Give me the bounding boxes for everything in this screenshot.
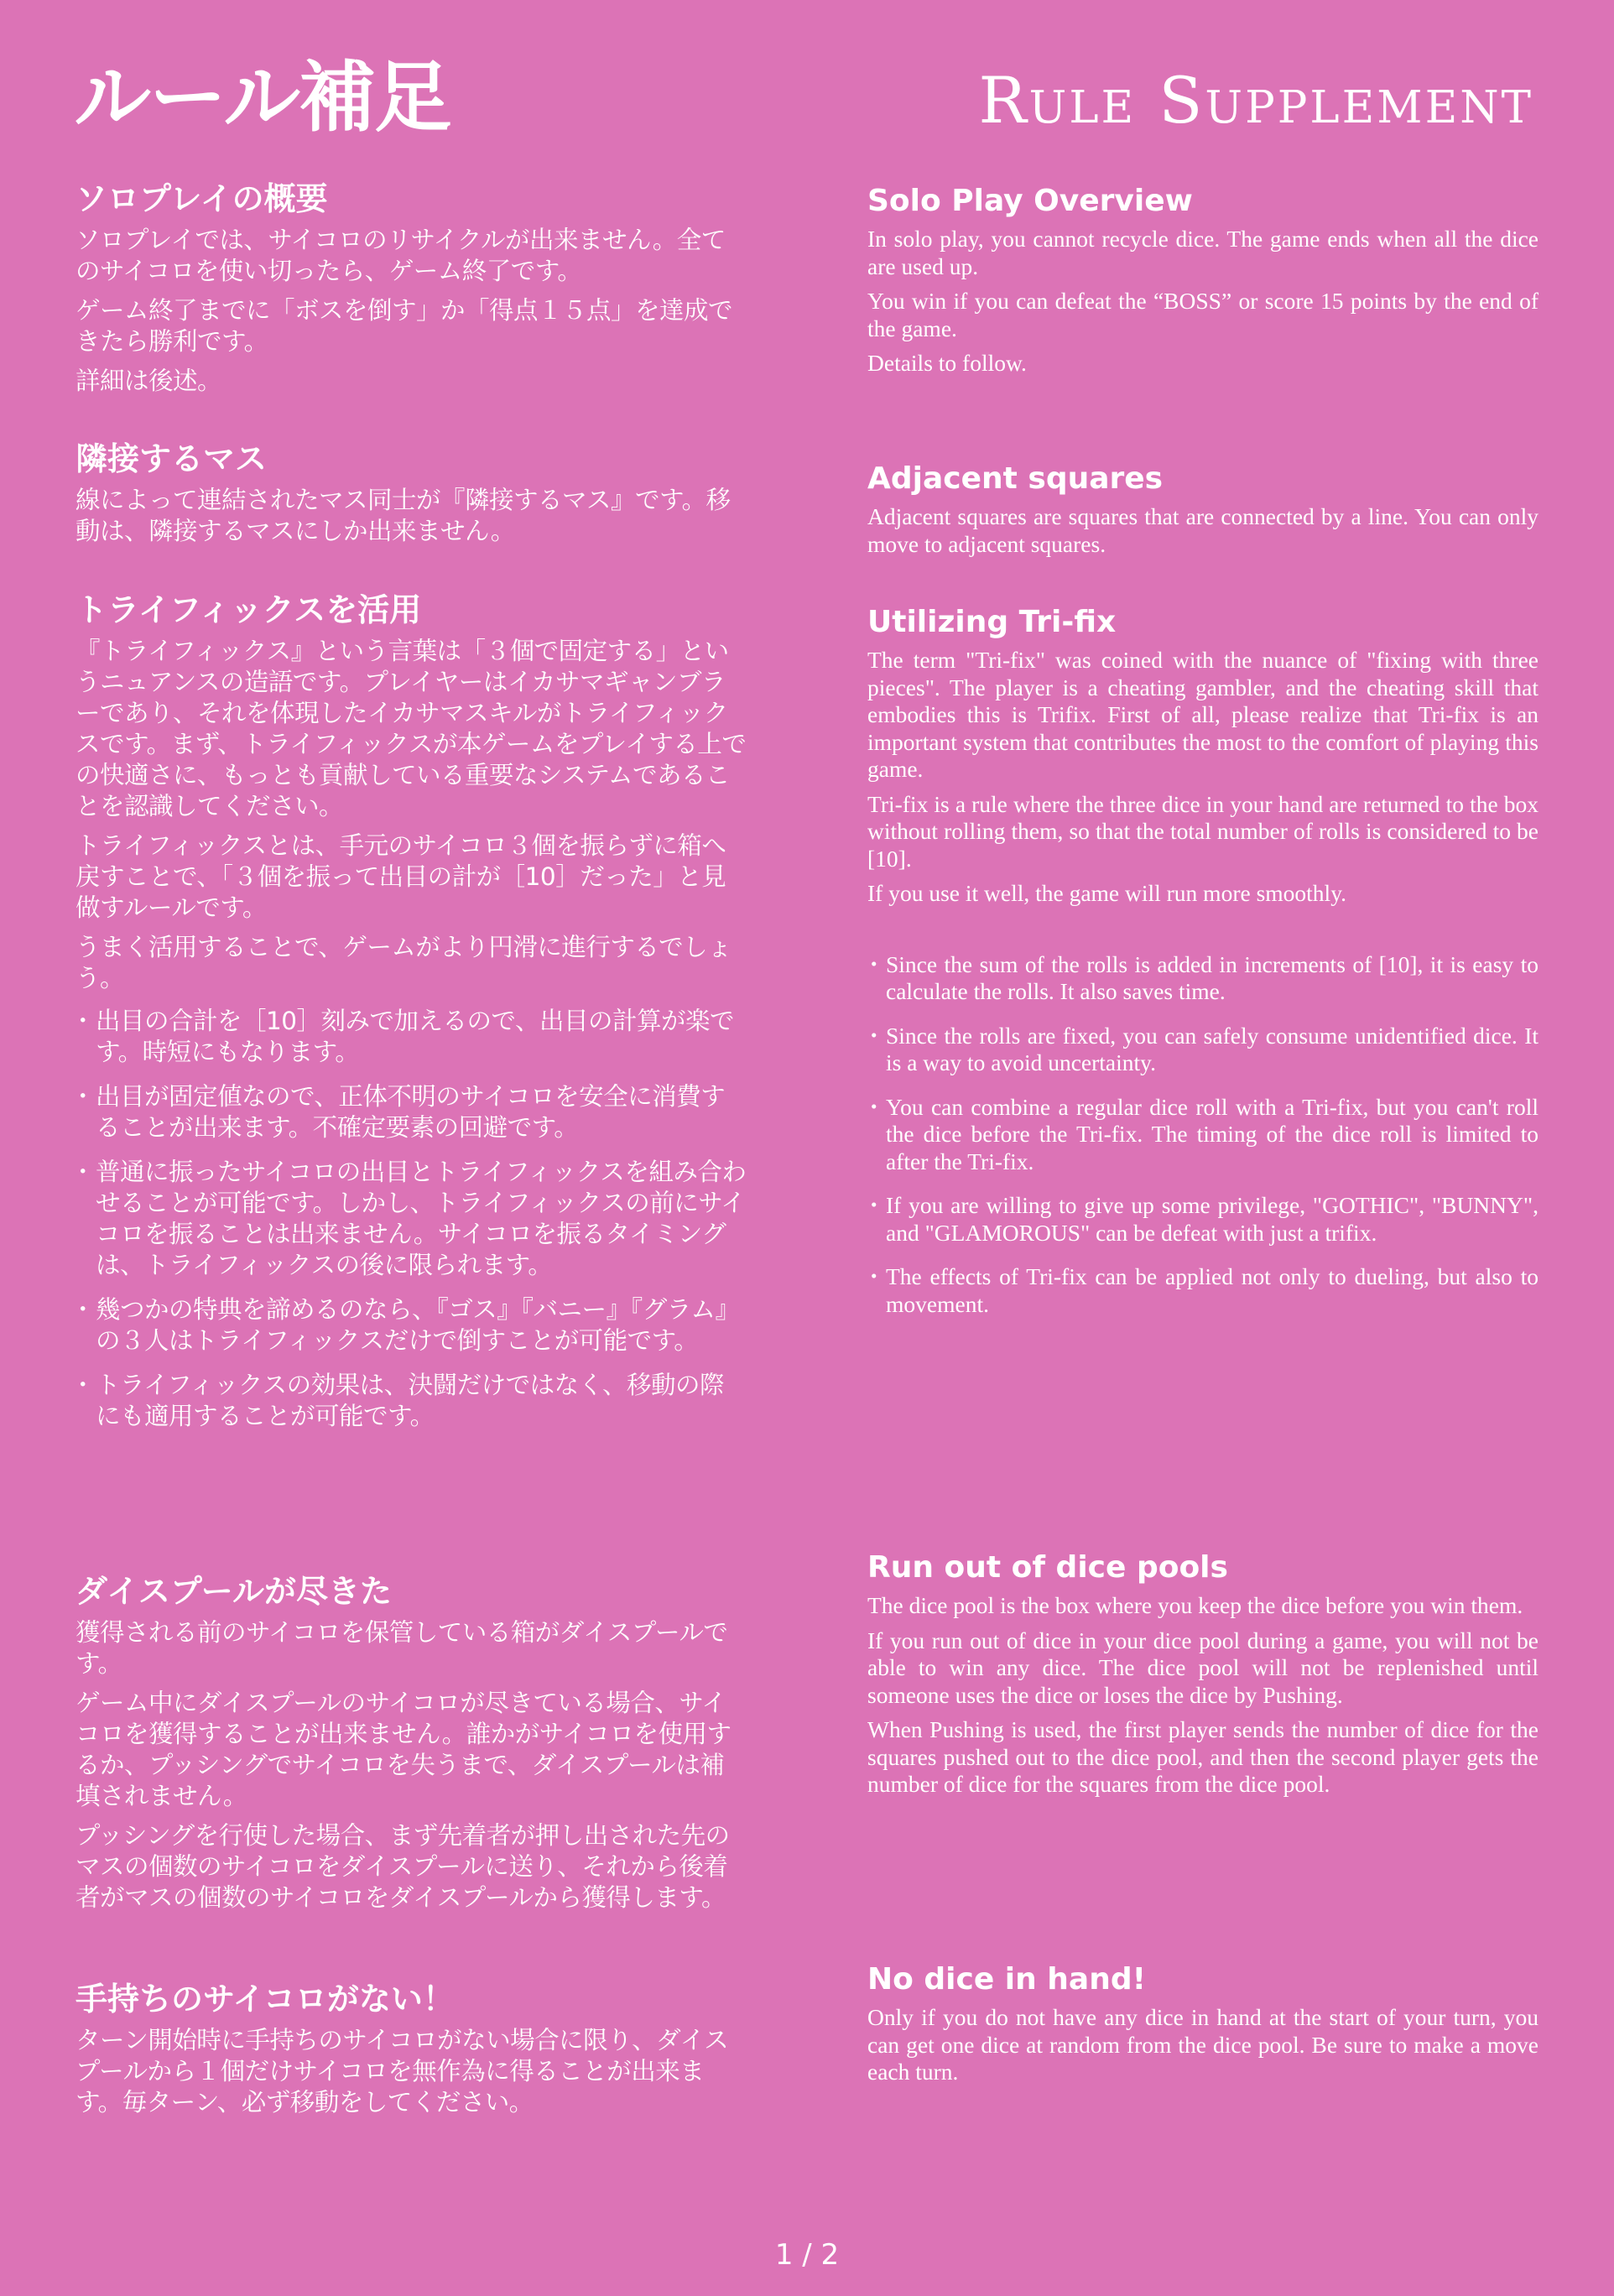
paragraph: The dice pool is the box where you keep the dice before you win them. xyxy=(867,1592,1523,1618)
page-title-en: Rule Supplement xyxy=(978,63,1533,138)
paragraph: You win if you can defeat the “BOSS” or score 15 points by the end of the game. xyxy=(867,288,1539,341)
paragraph: If you use it well, the game will run more smoothly. xyxy=(867,880,1347,906)
list-item: ・ Since the rolls are fixed, you can safely consume unidentified dice. It is a way to avoid uncertainty. xyxy=(867,1023,1539,1077)
paragraph: If you run out of dice in your dice pool during a game, you will not be able to win any dice. The dice pool will not be replenished until someone uses the dice or loses the dice by Pushing. xyxy=(867,1627,1539,1708)
paragraph: Tri-fix is a rule where the three dice in your hand are returned to the box without rolling them, so that the total number of rolls is considered to be [10]. xyxy=(867,790,1539,872)
en-section-solo xyxy=(867,182,1539,385)
section-heading: トライフィックスを活用 xyxy=(75,591,422,628)
paragraph: Only if you do not have any dice in hand at the start of your turn, you can get one dice at random from the dice pool. Be sure to make a move each turn. xyxy=(867,2004,1539,2085)
paragraph: うまく活用することで、ゲームがより円滑に進行するでしょう。 xyxy=(75,933,732,992)
paragraph: The term "Tri-fix" was coined with the nuance of "fixing with three pieces". The player is a cheating gambler, and the cheating skill that embodies this is Trifix. First of all, please realize that Tri-fix is an important system that contributes the most to the comfort of playing this game. xyxy=(867,647,1539,782)
paragraph: 『トライフィックス』という言葉は「３個で固定する」というニュアンスの造語です。プレイヤーはイカサマギャンブラーであり、それを体現したイカサマスキルがトライフィックスです。まず、トライフィックスが本ゲームをプレイする上での快適さに、もっとも貢献している重要なシステムであることを認識してください。 xyxy=(75,637,747,820)
section-heading: ソロプレイの概要 xyxy=(75,180,328,217)
section-heading: 隣接するマス xyxy=(75,440,268,477)
list-item: ・ トライフィックスの効果は、決闘だけではなく、移動の際にも適用することが可能です。 xyxy=(75,1370,747,1432)
section-heading: Utilizing Tri-fix xyxy=(867,605,1117,639)
jp-section-nodice xyxy=(75,1978,747,2127)
list-item: ・ 出目が固定値なので、正体不明のサイコロを安全に消費することが出来ます。不確定要素の回避です。 xyxy=(75,1081,747,1143)
paragraph: In solo play, you cannot recycle dice. The game ends when all the dice are used up. xyxy=(867,226,1539,279)
list-item: ・ You can combine a regular dice roll with a Tri-fix, but you can't roll the dice before the Tri-fix. The timing of the dice roll is limited to after the Tri-fix. xyxy=(867,1094,1539,1176)
paragraph: トライフィックスとは、手元のサイコロ３個を振らずに箱へ戻すことで、「３個を振って出目の計が［10］だった」と見做すルールです。 xyxy=(75,831,726,922)
paragraph: ゲーム中にダイスプールのサイコロが尽きている場合、サイコロを獲得することが出来ません。誰かがサイコロを使用するか、プッシングでサイコロを失うまで、ダイスプールは補填されません。 xyxy=(75,1689,732,1810)
list-item: ・ 出目の合計を［10］刻みで加えるので、出目の計算が楽です。時短にもなります。 xyxy=(75,1006,747,1068)
en-section-pool xyxy=(867,1549,1539,1806)
page-title-jp: ルール補足 xyxy=(74,53,450,143)
jp-section-pool xyxy=(75,1570,747,1922)
section-heading: Solo Play Overview xyxy=(867,184,1193,218)
page-number: 1 / 2 xyxy=(774,2238,840,2272)
en-section-trifix xyxy=(867,603,1539,1335)
list-item: ・ 普通に振ったサイコロの出目とトライフィックスを組み合わせることが可能です。しかし、トライフィックスの前にサイコロを振ることは出来ません。サイコロを振るタイミングは、トライフィックスの後に限られます。 xyxy=(75,1157,747,1281)
paragraph: Details to follow. xyxy=(867,350,1027,376)
paragraph: ソロプレイでは、サイコロのリサイクルが出来ません。全てのサイコロを使い切ったら、ゲーム終了です。 xyxy=(75,226,726,285)
bullet-list xyxy=(75,1006,747,1432)
section-heading: Adjacent squares xyxy=(867,461,1164,496)
section-heading: ダイスプールが尽きた xyxy=(75,1573,392,1610)
list-item: ・ Since the sum of the rolls is added in increments of [10], it is easy to calculate the rolls. It also saves time. xyxy=(867,951,1539,1006)
section-heading: 手持ちのサイコロがない！ xyxy=(75,1981,455,2017)
en-section-nodice xyxy=(867,1960,1539,2094)
list-item: ・ 幾つかの特典を諦めるのなら、『ゴス』『バニー』『グラム』の３人はトライフィックスだけで倒すことが可能です。 xyxy=(75,1294,747,1356)
paragraph: ターン開始時に手持ちのサイコロがない場合に限り、ダイスプールから１個だけサイコロを無作為に得ることが出来ます。毎ターン、必ず移動をしてください。 xyxy=(75,2026,729,2116)
section-heading: No dice in hand! xyxy=(867,1962,1147,1997)
paragraph: プッシングを行使した場合、まず先着者が押し出された先のマスの個数のサイコロをダイスプールに送り、それから後着者がマスの個数のサイコロをダイスプールから獲得します。 xyxy=(75,1821,730,1912)
list-item: ・ The effects of Tri-fix can be applied not only to dueling, but also to movement. xyxy=(867,1263,1539,1318)
paragraph: ゲーム終了までに「ボスを倒す」か「得点１５点」を達成できたら勝利です。 xyxy=(75,296,733,356)
paragraph: 詳細は後述。 xyxy=(75,367,222,395)
en-section-adjacent xyxy=(867,460,1539,565)
paragraph: 獲得される前のサイコロを保管している箱がダイスプールです。 xyxy=(75,1618,728,1678)
jp-section-solo xyxy=(75,178,747,405)
paragraph: 線によって連結されたマス同士が『隣接するマス』です。移動は、隣接するマスにしか出来ません。 xyxy=(75,486,731,545)
section-heading: Run out of dice pools xyxy=(867,1550,1228,1585)
paragraph: When Pushing is used, the first player sends the number of dice for the squares pushed out to the dice pool, and then the second player gets the number of dice for the squares from the dice pool. xyxy=(867,1716,1539,1797)
jp-section-trifix xyxy=(75,589,747,1445)
bullet-list xyxy=(867,951,1539,1319)
paragraph: Adjacent squares are squares that are connected by a line. You can only move to adjacent squares. xyxy=(867,503,1539,557)
jp-section-adjacent xyxy=(75,438,747,555)
list-item: ・ If you are willing to give up some privilege, "GOTHIC", "BUNNY", and "GLAMOROUS" can be defeat with just a trifix. xyxy=(867,1192,1539,1247)
